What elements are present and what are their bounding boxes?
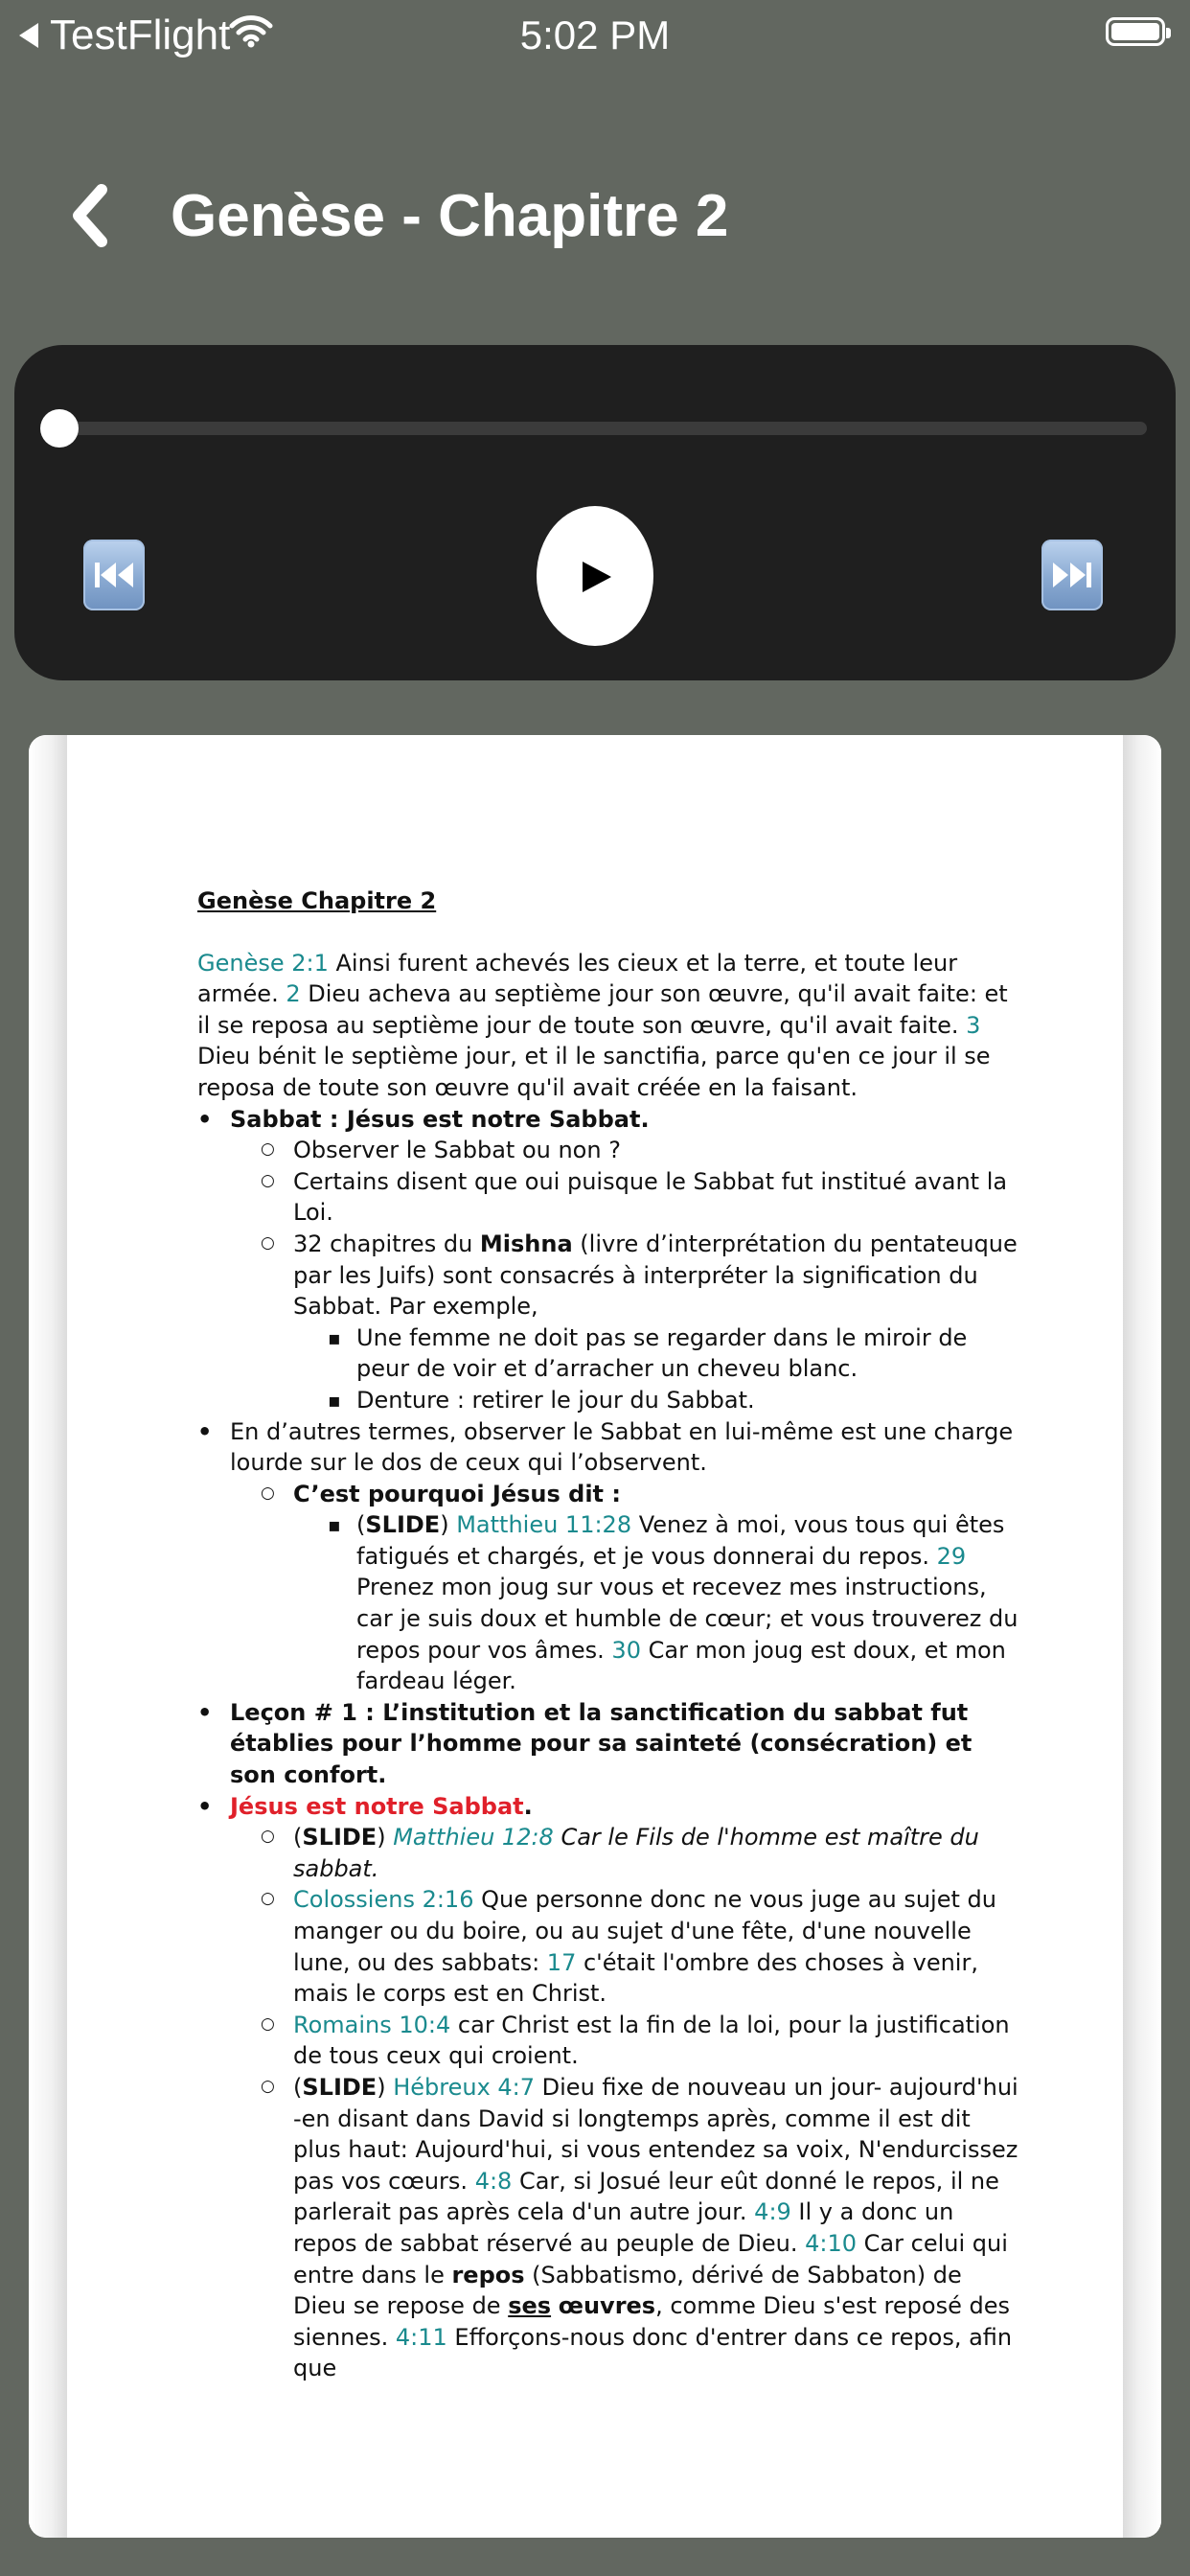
document-viewer[interactable] bbox=[29, 735, 1161, 2538]
lesson-text: Leçon # 1 : L’institution et la sanctification du sabbat fut établies pour l’homme pour sa sainteté (consécration) et son confort. bbox=[230, 1698, 973, 1789]
list-item bbox=[328, 1509, 1021, 1697]
text: ( bbox=[356, 1511, 366, 1539]
verse-link[interactable]: 2 bbox=[286, 980, 301, 1008]
verse-text: Que personne donc ne vous juge au sujet du manger ou du boire, ou au sujet d'une fête, d'une nouvelle lune, ou des sabbats: bbox=[293, 1886, 996, 1976]
list-item: ▪ Une femme ne doit pas se regarder dans le miroir de peur de voir et d’arracher un cheveu blanc. bbox=[328, 1322, 1021, 1385]
sub-sub-list bbox=[293, 1322, 1021, 1416]
text bbox=[551, 2292, 559, 2319]
verse-text: Car, si Josué leur eût donné le repos, il ne parlerait pas après cela d'un autre jour. bbox=[293, 2167, 999, 2226]
list-item bbox=[197, 1416, 1021, 1697]
verse-link[interactable]: 4:9 bbox=[754, 2198, 791, 2226]
verse-text: Car celui qui entre dans le bbox=[293, 2229, 1008, 2288]
text: ) bbox=[440, 1511, 457, 1539]
list-item bbox=[261, 1229, 1021, 1416]
underlined-bold-text: ses bbox=[508, 2292, 552, 2320]
list-item bbox=[197, 1791, 1021, 2384]
text: ( bbox=[293, 1824, 303, 1852]
verse-link[interactable]: Matthieu 12:8 bbox=[393, 1824, 554, 1852]
verse-text: Efforçons-nous donc d'entrer dans ce repos, afin que bbox=[293, 2323, 1013, 2382]
verse-link[interactable]: 4:10 bbox=[805, 2229, 858, 2257]
document-heading: Genèse Chapitre 2 bbox=[197, 887, 437, 914]
verse-link[interactable]: 17 bbox=[546, 1948, 577, 1976]
page-edge-right bbox=[1123, 735, 1161, 2538]
list-item bbox=[261, 1479, 1021, 1697]
text: 32 chapitres du bbox=[293, 1230, 480, 1257]
verse-link[interactable]: Hébreux 4:7 bbox=[393, 2073, 536, 2101]
list-item bbox=[197, 1697, 1021, 1791]
progress-thumb[interactable] bbox=[40, 409, 79, 448]
next-button[interactable] bbox=[1041, 540, 1103, 610]
list-item bbox=[261, 2010, 1021, 2072]
verse-link[interactable]: Romains 10:4 bbox=[293, 2011, 451, 2038]
red-title: Jésus est notre Sabbat bbox=[230, 1792, 524, 1820]
verse-text: Car mon joug est doux, et mon fardeau léger. bbox=[356, 1636, 1006, 1695]
verse-link[interactable]: Matthieu 11:28 bbox=[456, 1511, 632, 1539]
battery-icon bbox=[1106, 17, 1165, 46]
list-item bbox=[197, 1104, 1021, 1416]
page-title: Genèse - Chapitre 2 bbox=[171, 183, 729, 249]
bold-text: repos bbox=[451, 2261, 525, 2288]
verse-link[interactable]: 30 bbox=[611, 1636, 641, 1664]
text: . bbox=[523, 1792, 533, 1820]
text: ( bbox=[293, 2073, 303, 2101]
verse-text: Dieu fixe de nouveau un jour- aujourd'hui -en disant dans David si longtemps après, comme il est dit plus haut: Aujourd'hui, si vous entendez sa voix, N'endurcissez pas vos cœurs. bbox=[293, 2073, 1018, 2195]
verse-text: c'était l'ombre des choses à venir, mais le corps est en Christ. bbox=[293, 1948, 978, 2008]
verse-text: , comme Dieu s'est reposé des siennes. bbox=[293, 2292, 1010, 2351]
verse-text: (Sabbatismo, dérivé de Sabbaton) de Dieu se repose de bbox=[293, 2261, 962, 2320]
list-item: ○ Observer le Sabbat ou non ? bbox=[261, 1135, 1021, 1166]
verse-link[interactable]: Genèse 2:1 bbox=[197, 949, 329, 977]
list-item: ▪ Denture : retirer le jour du Sabbat. bbox=[328, 1385, 1021, 1416]
verse-text: Ainsi furent achevés les cieux et la terre, et toute leur armée. bbox=[197, 949, 958, 1008]
bold-text: C’est pourquoi Jésus dit : bbox=[293, 1480, 621, 1507]
sub-sub-list bbox=[293, 1509, 1021, 1697]
verse-text: Il y a donc un repos de sabbat réservé au peuple de Dieu. bbox=[293, 2198, 954, 2257]
slide-marker: SLIDE bbox=[302, 2073, 378, 2101]
text: En d’autres termes, observer le Sabbat en lui-même est une charge lourde sur le dos de ceux qui l’observent. bbox=[230, 1417, 1014, 1477]
list-item bbox=[261, 1884, 1021, 2009]
list-item: ○ Certains disent que oui puisque le Sabbat fut institué avant la Loi. bbox=[261, 1166, 1021, 1229]
sub-list bbox=[230, 1135, 1021, 1415]
verse-link[interactable]: 3 bbox=[966, 1011, 981, 1039]
sub-list bbox=[230, 1479, 1021, 1697]
list-item bbox=[261, 2072, 1021, 2384]
verse-link[interactable]: 4:8 bbox=[474, 2167, 513, 2195]
verse-text: Dieu bénit le septième jour, et il le sanctifia, parce qu'en ce jour il se reposa de toute son œuvre qu'il avait créée en la faisant. bbox=[197, 1043, 991, 1101]
list-item bbox=[261, 1822, 1021, 1884]
status-bar bbox=[0, 0, 1190, 72]
outline-list bbox=[197, 1104, 1021, 2384]
text: (livre d’interprétation du pentateuque par les Juifs) sont consacrés à interpréter la signification du Sabbat. Par exemple, bbox=[293, 1230, 1018, 1321]
page-edge-left bbox=[29, 735, 67, 2538]
chevron-left-icon bbox=[67, 182, 115, 249]
progress-track[interactable] bbox=[57, 422, 1147, 435]
back-app-label: TestFlight bbox=[50, 12, 231, 58]
verse-text: car Christ est la fin de la loi, pour la justification de tous ceux qui croient. bbox=[293, 2011, 1010, 2070]
verse-text: Venez à moi, vous tous qui êtes fatigués et chargés, et je vous donnerai du repos. bbox=[356, 1511, 1005, 1570]
verse-link[interactable]: 4:11 bbox=[395, 2323, 447, 2351]
previous-track-icon bbox=[93, 561, 135, 589]
verse-link[interactable]: Colossiens 2:16 bbox=[293, 1886, 474, 1914]
play-icon bbox=[583, 562, 611, 592]
text: ) bbox=[377, 2073, 394, 2101]
document-content bbox=[197, 886, 1021, 2384]
next-track-icon bbox=[1051, 561, 1093, 589]
slide-marker: SLIDE bbox=[302, 1824, 378, 1852]
status-time: 5:02 PM bbox=[519, 12, 671, 58]
bold-text: œuvres bbox=[558, 2292, 656, 2320]
text: ) bbox=[377, 1824, 394, 1852]
bullet-title: Sabbat : Jésus est notre Sabbat. bbox=[230, 1105, 650, 1133]
sub-list bbox=[230, 1822, 1021, 2384]
previous-button[interactable] bbox=[83, 540, 145, 610]
verse-link[interactable]: 29 bbox=[936, 1542, 967, 1570]
intro-paragraph bbox=[197, 948, 1021, 1104]
verse-text: Car le Fils de l'homme est maître du sabbat. bbox=[293, 1824, 979, 1882]
back-button[interactable] bbox=[67, 182, 115, 249]
verse-text: Prenez mon joug sur vous et recevez mes instructions, car je suis doux et humble de cœur; et vous trouverez du repos pour vos âmes. bbox=[356, 1574, 1018, 1664]
bold-text: Mishna bbox=[479, 1230, 573, 1257]
slide-marker: SLIDE bbox=[365, 1511, 441, 1539]
audio-player bbox=[14, 345, 1176, 680]
verse-text: Dieu acheva au septième jour son œuvre, qu'il avait faite: et il se reposa au septième jour de toute son œuvre, qu'il avait faite. bbox=[197, 980, 1008, 1039]
play-button[interactable] bbox=[537, 506, 653, 646]
